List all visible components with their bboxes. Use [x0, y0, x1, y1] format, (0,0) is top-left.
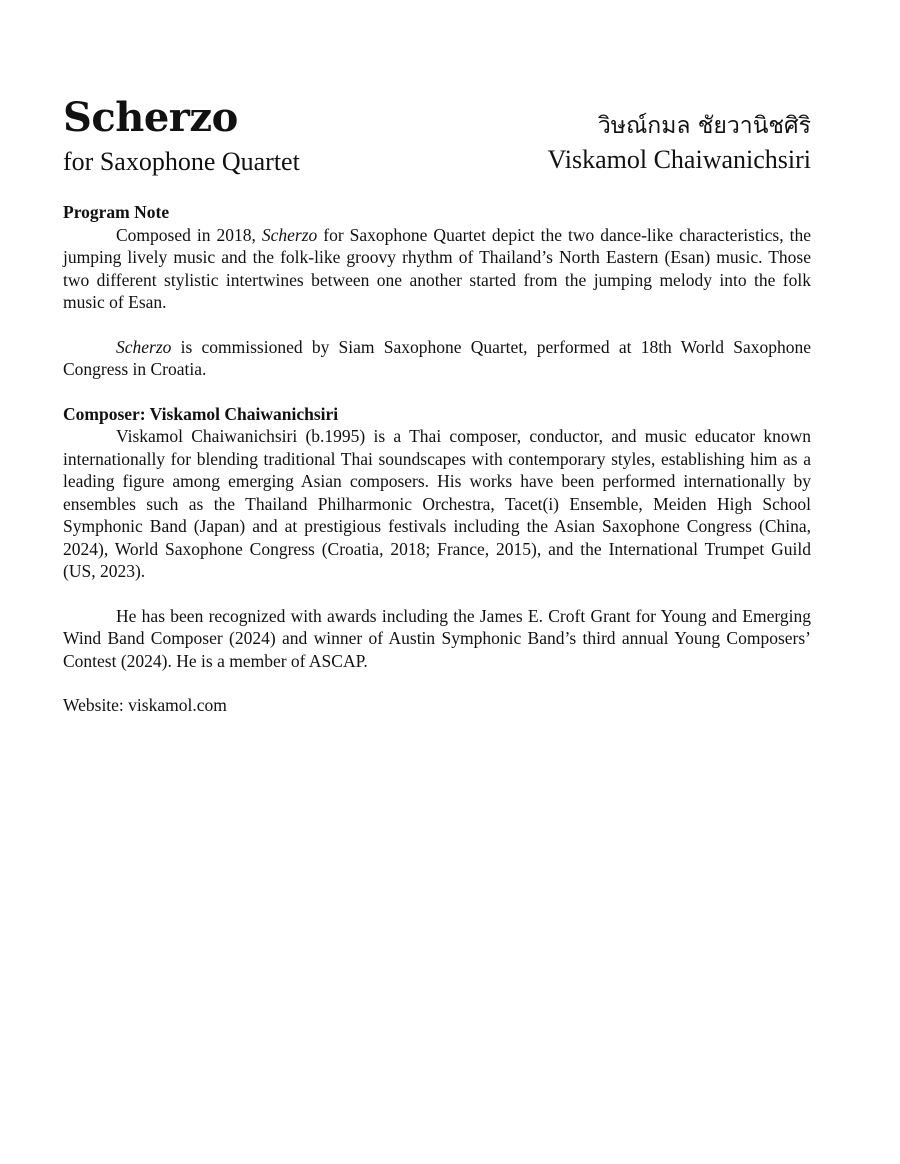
document-page: [63, 0, 811, 715]
program-note-paragraph-1: [63, 224, 811, 314]
program-note-p1-rest: for Saxophone Quartet depict the two dance-like characteristics, the jumping lively music and the folk-like groovy rhythm of Thailand’s North Eastern (Esan) music. Those two different stylistic intertwines between one another started from the jumping melody into the folk music of Esan.: [63, 224, 811, 312]
document-body: [63, 201, 811, 717]
page-subtitle: for Saxophone Quartet: [63, 147, 300, 176]
page-title: Scherzo: [63, 94, 238, 141]
composer-heading: Composer: Viskamol Chaiwanichsiri: [63, 403, 339, 424]
composer-bio-paragraph-1: Viskamol Chaiwanichsiri (b.1995) is a Thai composer, conductor, and music educator known internationally for blending traditional Thai soundscapes with contemporary styles, establishing him as a leading figure among emerging Asian composers. His works have been performed internationally by ensembles such as the Thailand Philharmonic Orchestra, Tacet(i) Ensemble, Meiden High School Symphonic Band (Japan) and at prestigious festivals including the Asian Saxophone Congress (China, 2024), World Saxophone Congress (Croatia, 2018; France, 2015), and the International Trumpet Guild (US, 2023).: [63, 426, 811, 581]
website-text: Website: viskamol.com: [63, 695, 227, 715]
program-note-p2-rest: is commissioned by Siam Saxophone Quartet, performed at 18th World Saxophone Congress in Croatia.: [63, 336, 811, 379]
composer-name-thai: วิษณ์กมล ชัยวานิชศิริ: [597, 113, 811, 139]
program-note-paragraph-2: [63, 336, 811, 381]
program-note-p2-work-title: Scherzo: [116, 336, 172, 357]
program-note-p1-work-title: Scherzo: [261, 224, 318, 245]
composer-name-latin: Viskamol Chaiwanichsiri: [547, 145, 811, 174]
header: [63, 0, 811, 200]
program-note-p1-start: Composed in 2018,: [116, 224, 262, 245]
composer-bio-paragraph-2: He has been recognized with awards including the James E. Croft Grant for Young and Emerging Wind Band Composer (2024) and winner of Austin Symphonic Band’s third annual Young Composers’ Contest (2024). He is a member of ASCAP.: [63, 605, 811, 671]
program-note-heading: Program Note: [63, 202, 170, 222]
